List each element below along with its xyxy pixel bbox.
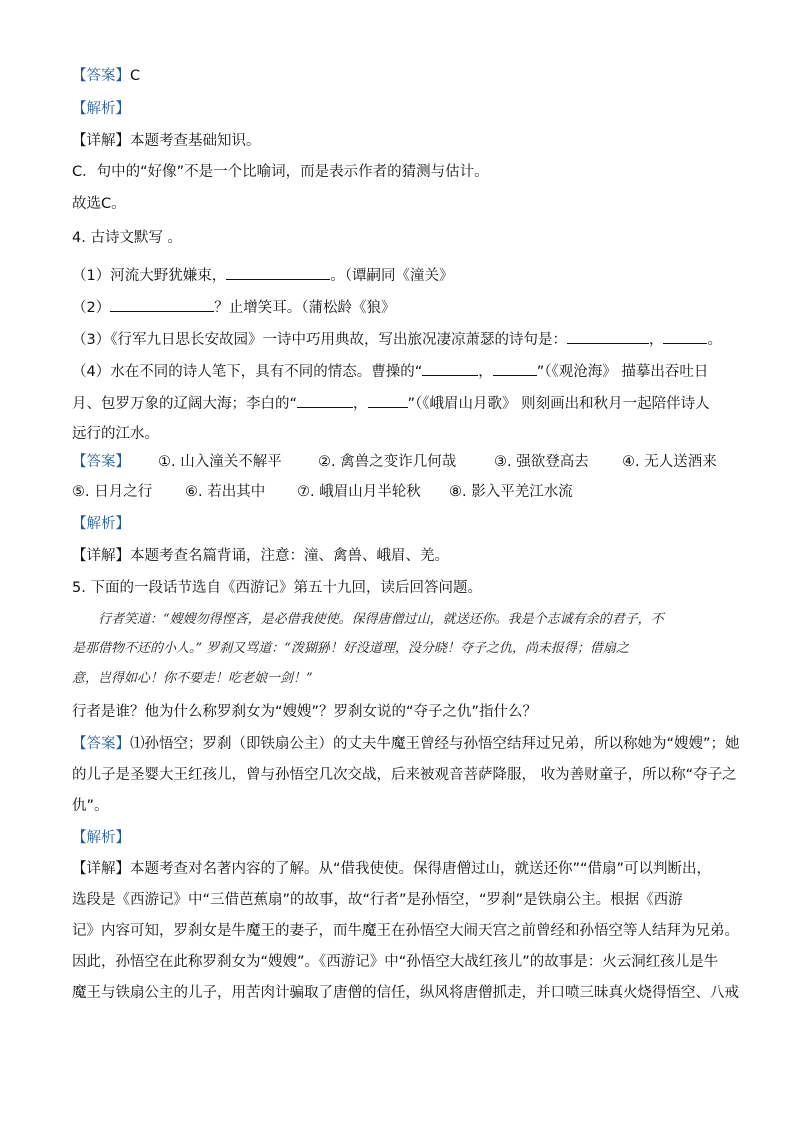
- detail-text: 本题考查名篇背诵，注意：潼、禽兽、峨眉、羌。: [130, 548, 449, 564]
- q4-detail-line: [72, 546, 449, 566]
- detail-tag: 【详解】: [72, 548, 130, 564]
- detail-text: 本题考查对名著内容的了解。从“借我使使。保得唐僧过山，就送还你”“借扇”可以判断出，: [130, 861, 712, 877]
- q5-quote-line-2: 是那借物不还的小人。” 罗刹又骂道：“泼猢狲！好没道理，没分晓！夺子之仇，尚未报得；借扇之: [72, 641, 629, 656]
- fill-blank[interactable]: [368, 393, 408, 408]
- q4-item-4-line-2: [72, 393, 710, 414]
- item-text: ”（《观沧海》 描摹出吞吐日: [536, 364, 709, 380]
- answer-tag: 【答案】: [72, 68, 130, 84]
- analysis-tag: 【解析】: [72, 830, 130, 846]
- q3-detail-line: [72, 131, 261, 151]
- q4-answer-7: ⑦. 峨眉山月半轮秋: [297, 484, 421, 500]
- q4-answer-4: ④. 无人送酒来: [622, 454, 717, 470]
- item-text: 。: [707, 332, 722, 348]
- fill-blank[interactable]: [297, 393, 353, 408]
- q5-question: 行者是谁？他为什么称罗刹女为“嫂嫂”？罗刹女说的“夺子之仇”指什么？: [72, 704, 538, 720]
- q4-answer-tag-line: [72, 452, 130, 472]
- q5-title: 5. 下面的一段话节选自《西游记》第五十九回，读后回答问题。: [72, 580, 482, 596]
- item-text: ，: [478, 364, 493, 380]
- answer-value: C: [130, 68, 141, 84]
- item-text: 。（谭嗣同《潼关》: [330, 268, 454, 284]
- answer-text: ⑴孙悟空；罗刹（即铁扇公主）的丈夫牛魔王曾经与孙悟空结拜过兄弟，所以称她为“嫂嫂”；她: [130, 736, 740, 752]
- q4-answer-6: ⑥. 若出其中: [185, 484, 266, 500]
- q5-detail-line-5: 魔王与铁扇公主的儿子，用苦肉计骗取了唐僧的信任，纵风将唐僧抓走，并口喷三昧真火烧得悟空、八戒: [72, 985, 739, 1001]
- item-text: 月、包罗万象的辽阔大海；李白的“: [72, 396, 298, 412]
- q4-item-2: [72, 297, 395, 318]
- q4-answer-8: ⑧. 影入平羌江水流: [449, 484, 573, 500]
- item-text: ”（《峨眉山月歌》 则刻画出和秋月一起陪伴诗人: [407, 396, 710, 412]
- q5-detail-line-2: 选段是《西游记》中“三借芭蕉扇”的故事，故“行者”是孙悟空，“罗刹”是铁扇公主。根据《西游: [72, 892, 683, 908]
- q4-analysis-line: [72, 514, 130, 534]
- q4-answer-2: ②. 禽兽之变诈几何哉: [318, 454, 457, 470]
- q4-item-4-line-3: 远行的江水。: [72, 426, 159, 442]
- q4-answer-1: ①. 山入潼关不解平: [158, 454, 282, 470]
- fill-blank[interactable]: [422, 361, 478, 376]
- q4-item-4-line-1: [72, 361, 708, 382]
- fill-blank[interactable]: [493, 361, 537, 376]
- q3-conclusion: 故选C。: [72, 196, 126, 212]
- detail-tag: 【详解】: [72, 861, 130, 877]
- fill-blank[interactable]: [226, 265, 330, 280]
- q4-title: 4. 古诗文默写 。: [72, 230, 183, 246]
- item-text: （1）河流大野犹嫌束，: [72, 268, 227, 284]
- item-text: （2）: [72, 300, 111, 316]
- q5-detail-line-3: 记》内容可知，罗刹女是牛魔王的妻子，而牛魔王在孙悟空大闹天宫之前曾经和孙悟空等人结拜为兄弟。: [72, 923, 739, 939]
- q5-quote-line-1: 行者笑道：“嫂嫂勿得悭吝，是必借我使使。保得唐僧过山，就送还你。我是个志诚有余的君子，不: [98, 612, 664, 627]
- q5-answer-line-1: [72, 734, 740, 754]
- q5-answer-line-3: 仇”。: [72, 798, 109, 814]
- item-text: （4）水在不同的诗人笔下，具有不同的情态。曹操的“: [72, 364, 423, 380]
- q5-quote-line-3: 意，岂得如心！你不要走！吃老娘一剑！”: [72, 671, 313, 686]
- q5-detail-line-1: [72, 859, 711, 879]
- answer-tag: 【答案】: [72, 736, 130, 752]
- q4-item-3: [72, 329, 722, 350]
- answer-tag: 【答案】: [72, 454, 130, 470]
- q5-detail-line-4: 因此，孙悟空在此称罗刹女为“嫂嫂”。《西游记》中“孙悟空大战红孩儿”的故事是：火云洞红孩儿是牛: [72, 954, 719, 970]
- analysis-tag: 【解析】: [72, 516, 130, 532]
- item-text: （3）《行军九日思长安故园》一诗中巧用典故，写出旅况凄凉萧瑟的诗句是：: [72, 332, 567, 348]
- q4-answer-5: ⑤. 日月之行: [72, 484, 153, 500]
- q4-item-1: [72, 265, 453, 286]
- fill-blank[interactable]: [567, 329, 649, 344]
- q3-explain: C．句中的“好像”不是一个比喻词，而是表示作者的猜测与估计。: [72, 164, 489, 180]
- detail-text: 本题考查基础知识。: [130, 133, 261, 149]
- fill-blank[interactable]: [110, 297, 214, 312]
- q5-answer-line-2: 的儿子是圣婴大王红孩儿，曾与孙悟空几次交战，后来被观音菩萨降服， 收为善财童子，所以称“夺子之: [72, 767, 737, 783]
- q3-answer-line: [72, 66, 140, 86]
- fill-blank[interactable]: [663, 329, 707, 344]
- item-text: ，: [648, 332, 664, 348]
- item-text: ，: [353, 396, 368, 412]
- analysis-tag: 【解析】: [72, 101, 130, 117]
- q4-answer-3: ③. 强欲登高去: [494, 454, 589, 470]
- q5-analysis-line: [72, 828, 130, 848]
- q3-analysis-line: [72, 99, 130, 119]
- detail-tag: 【详解】: [72, 133, 130, 149]
- item-text: ？止增笑耳。（蒲松龄《狼》: [214, 300, 396, 316]
